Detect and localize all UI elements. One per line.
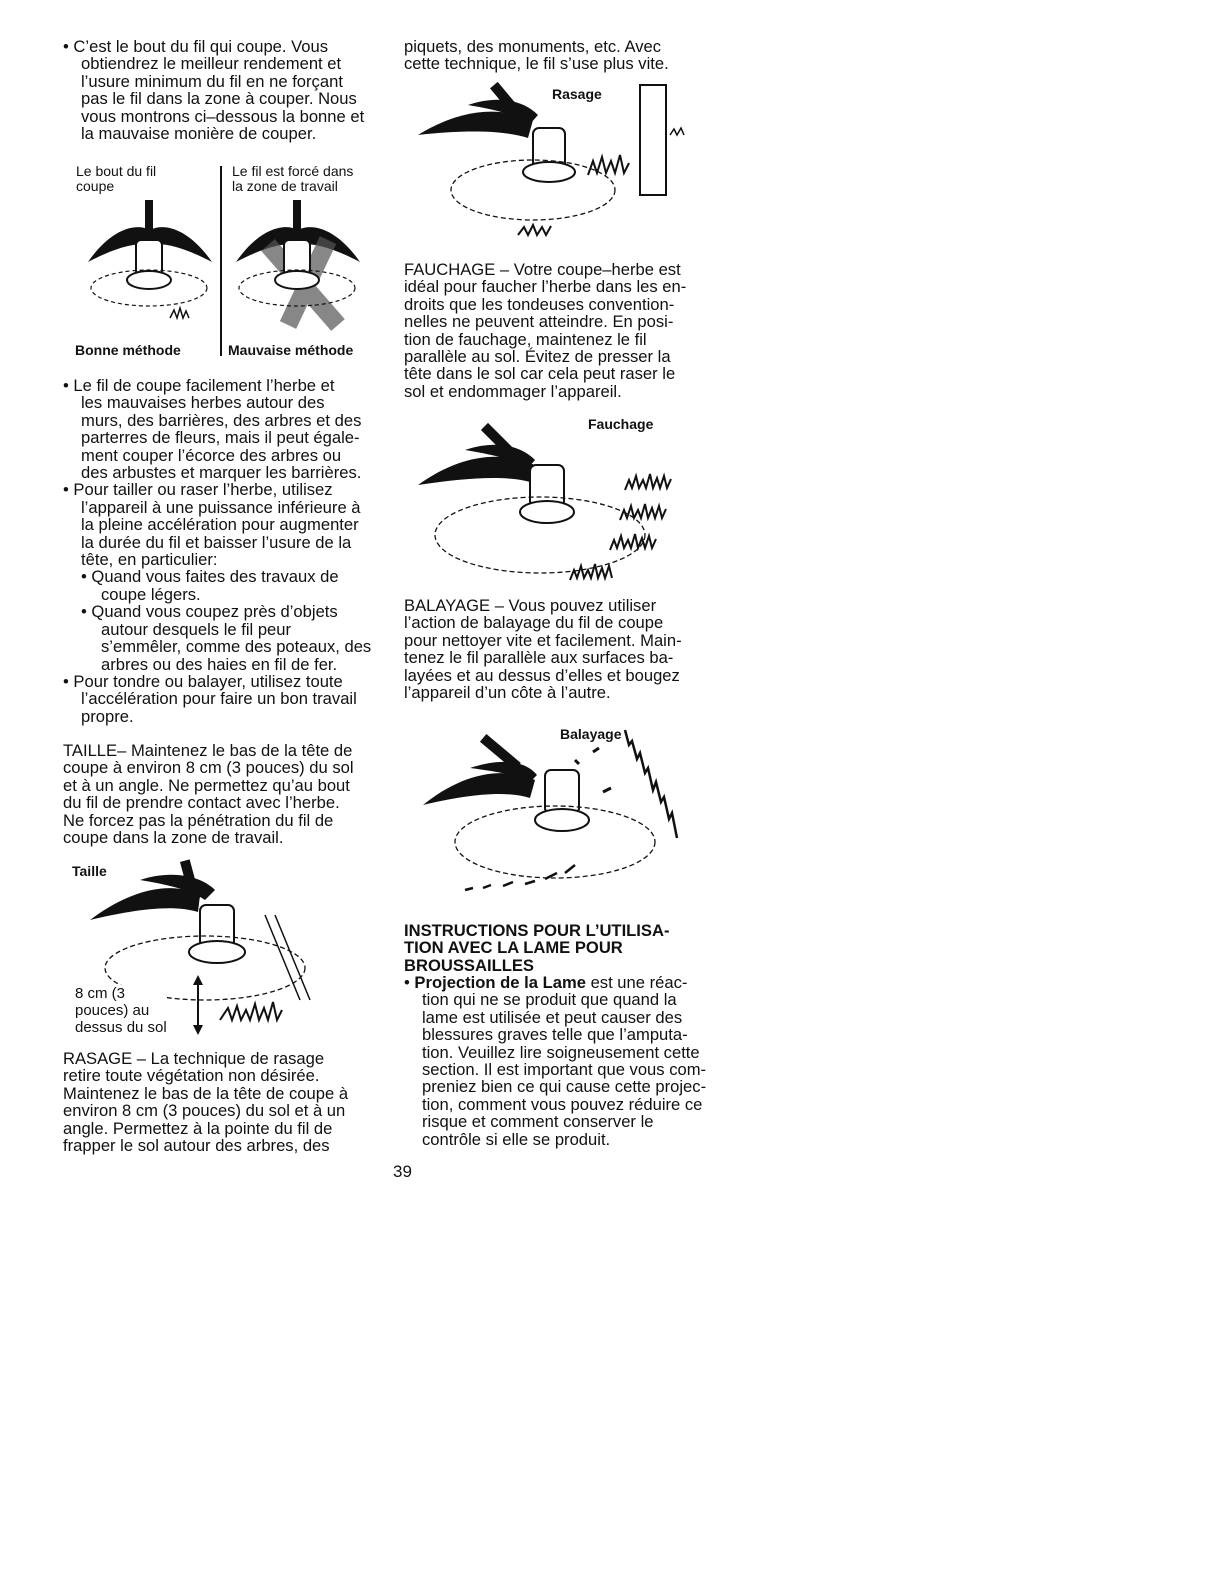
fig-balayage-label: Balayage <box>560 726 622 742</box>
rasage-cont-paragraph <box>404 38 669 73</box>
text-line: l’usure minimum du fil en ne forçant <box>81 71 343 91</box>
text-line: • Quand vous coupez près d’objets <box>81 602 338 622</box>
fig-bad-caption: Le fil est forcé dans la zone de travail <box>232 163 354 194</box>
fig-good-label: Bonne méthode <box>75 342 181 358</box>
text-line: • Quand vous faites des travaux de <box>81 567 339 587</box>
fig-fauchage-label: Fauchage <box>588 416 654 432</box>
page-number: 39 <box>393 1162 412 1181</box>
text-line: est une réac- <box>585 973 688 992</box>
text-line: la durée du fil et baisser l’usure de la <box>81 532 352 552</box>
trimmer-rasage-illustration <box>408 80 708 250</box>
text-line: nelles ne peuvent atteindre. En posi- <box>404 312 674 332</box>
text-line: tête dans le sol car cela peut raser le <box>404 364 676 384</box>
fig-taille-label: Taille <box>72 863 107 879</box>
text-line: parallèle au sol. Évitez de presser la <box>404 347 671 367</box>
text-line: du fil de prendre contact avec l’herbe. <box>63 793 340 813</box>
text-line: Maintenez le bas de la tête de coupe à <box>63 1083 349 1103</box>
text-line: section. Il est important que vous com- <box>422 1060 707 1080</box>
intro-paragraph <box>63 38 364 142</box>
bullets-paragraph <box>63 377 371 725</box>
projection-term: Projection de la Lame <box>414 973 586 992</box>
trimmer-good-illustration <box>80 200 220 330</box>
text-line: droits que les tondeuses convention- <box>404 294 675 314</box>
text-line: lame est utilisée et peut causer des <box>422 1007 683 1027</box>
text-line: RASAGE – La technique de rasage <box>63 1049 325 1068</box>
text-line: arbres ou des haies en fil de fer. <box>101 654 338 674</box>
text-line: frapper le sol autour des arbres, des <box>63 1136 330 1156</box>
text-line: FAUCHAGE – Votre coupe–herbe est <box>404 260 681 279</box>
text-line: la pleine accélération pour augmenter <box>81 515 359 535</box>
text-line: • Le fil de coupe facilement l’herbe et <box>63 376 335 395</box>
taille-paragraph <box>63 742 354 846</box>
text-line: idéal pour faucher l’herbe dans les en- <box>404 277 687 297</box>
fig-taille-measure: 8 cm (3 pouces) au dessus du sol <box>75 985 167 1036</box>
text-line: TAILLE– Maintenez le bas de la tête de <box>63 741 353 760</box>
text-line: propre. <box>81 706 134 726</box>
text-line: contrôle si elle se produit. <box>422 1129 611 1149</box>
text-line: pour nettoyer vite et facilement. Main- <box>404 630 682 650</box>
text-line: tion qui ne se produit que quand la <box>422 990 677 1010</box>
fig-good-caption: Le bout du fil coupe <box>76 163 157 194</box>
fauchage-paragraph <box>404 261 686 400</box>
rasage-paragraph <box>63 1050 348 1154</box>
heading-line: TION AVEC LA LAME POUR <box>404 938 623 958</box>
brush-blade-heading <box>404 922 670 974</box>
text-line: • Pour tailler ou raser l’herbe, utilisez <box>63 480 333 500</box>
text-line: tenez le fil parallèle aux surfaces ba- <box>404 648 674 668</box>
text-line: la mauvaise monière de couper. <box>81 124 317 144</box>
text-line: tion, comment vous pouvez réduire ce <box>422 1094 703 1114</box>
text-line: autour desquels le fil peur <box>101 619 292 639</box>
projection-paragraph: • Projection de la Lame est une réac- tion qui ne se produit que quand la lame est utilisée et peut causer des blessures graves telle que l’amputa- tion. Veuillez lire soigneusement cette section. Il est important que vous com- preniez bien ce qui cause cette projec- tion, comment vous pouvez réduire ce risque et comment conserver le contrôle si elle se produit. <box>404 973 707 1149</box>
text-line: l’accélération pour faire un bon travail <box>81 689 357 709</box>
text-line: blessures graves telle que l’amputa- <box>422 1025 688 1045</box>
text-line: tion de fauchage, maintenez le fil <box>404 329 647 349</box>
heading-line: INSTRUCTIONS POUR L’UTILISA- <box>404 921 670 940</box>
fig-divider <box>220 166 222 356</box>
fig-bad-label: Mauvaise méthode <box>228 342 354 358</box>
balayage-paragraph <box>404 597 682 701</box>
text-line: coupe légers. <box>101 584 201 604</box>
text-line: • C’est le bout du fil qui coupe. Vous <box>63 37 329 56</box>
text-line: murs, des barrières, des arbres et des <box>81 410 362 430</box>
trimmer-bad-illustration <box>228 200 368 330</box>
text-line: obtiendrez le meilleur rendement et <box>81 54 342 74</box>
text-line: layées et au dessus d’elles et bougez <box>404 665 680 685</box>
text-line: BALAYAGE – Vous pouvez utiliser <box>404 596 657 615</box>
text-line: environ 8 cm (3 pouces) du sol et à un <box>63 1101 346 1121</box>
text-line: angle. Permettez à la pointe du fil de <box>63 1118 333 1138</box>
text-line: piquets, des monuments, etc. Avec <box>404 37 662 56</box>
text-line: risque et comment conserver le <box>422 1112 654 1132</box>
text-line: les mauvaises herbes autour des <box>81 393 325 413</box>
text-line: preniez bien ce qui cause cette projec- <box>422 1077 707 1097</box>
fig-rasage-label: Rasage <box>552 86 602 102</box>
text-line: tête, en particulier: <box>81 550 218 570</box>
text-line: vous montrons ci–dessous la bonne et <box>81 106 365 126</box>
text-line: • Pour tondre ou balayer, utilisez toute <box>63 671 343 691</box>
text-line: sol et endommager l’appareil. <box>404 381 622 401</box>
text-line: l’action de balayage du fil de coupe <box>404 613 664 633</box>
trimmer-fauchage-illustration <box>410 420 700 590</box>
text-line: et à un angle. Ne permettez qu’au bout <box>63 775 350 795</box>
trimmer-balayage-illustration <box>415 730 700 900</box>
text-line: Ne forcez pas la pénétration du fil de <box>63 810 334 830</box>
text-line: ment couper l’écorce des arbres ou <box>81 445 342 465</box>
text-line: pas le fil dans la zone à couper. Nous <box>81 89 357 109</box>
text-line: tion. Veuillez lire soigneusement cette <box>422 1042 700 1062</box>
text-line: l’appareil d’un côte à l’autre. <box>404 683 611 703</box>
text-line: coupe à environ 8 cm (3 pouces) du sol <box>63 758 354 778</box>
text-line: l’appareil à une puissance inférieure à <box>81 497 361 517</box>
text-line: parterres de fleurs, mais il peut égale- <box>81 428 360 448</box>
heading-line: BROUSSAILLES <box>404 955 534 975</box>
text-line: des arbustes et marquer les barrières. <box>81 463 362 483</box>
text-line: coupe dans la zone de travail. <box>63 828 284 848</box>
text-line: retire toute végétation non désirée. <box>63 1066 320 1086</box>
text-line: cette technique, le fil s’use plus vite. <box>404 54 669 74</box>
text-line: s’emmêler, comme des poteaux, des <box>101 637 372 657</box>
